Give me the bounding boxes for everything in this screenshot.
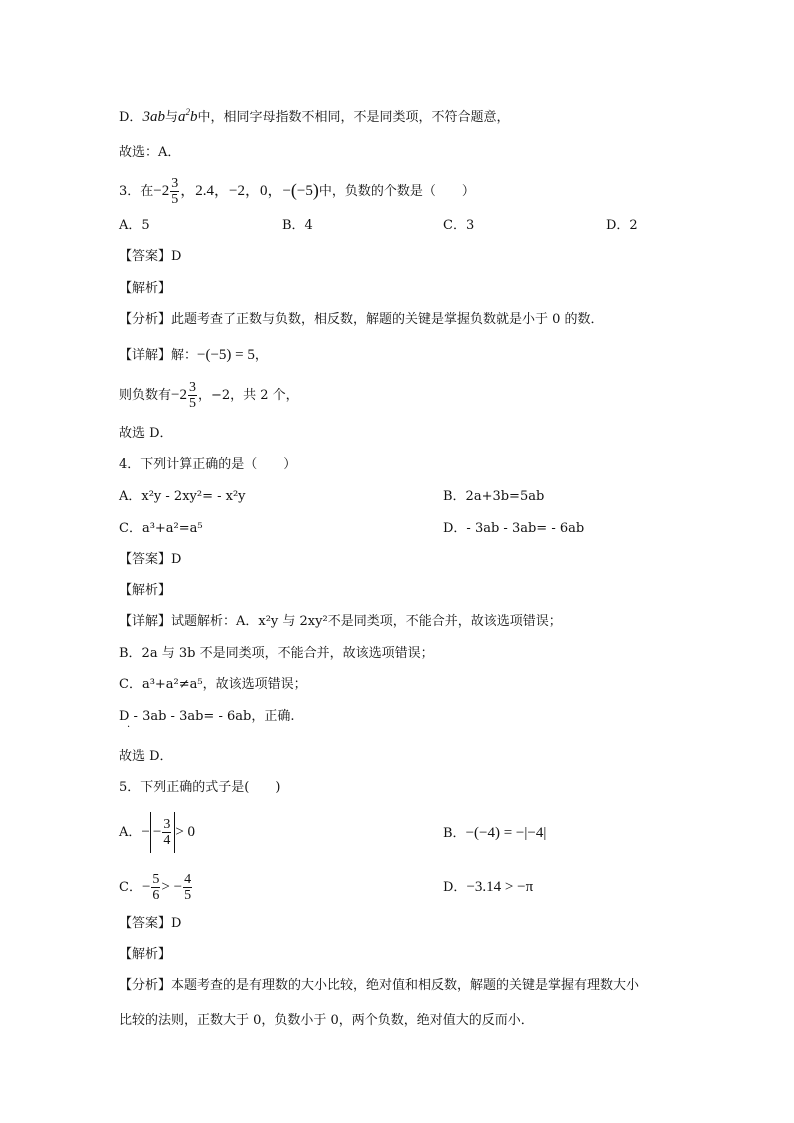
question-4: 4．下列计算正确的是（ ） — [119, 457, 297, 472]
q3-negatives: 则负数有−2 $\frac{3}{5}$ ，−2，共 2 个， — [119, 380, 299, 411]
q5-option-c: C．− $\frac{5}{6}$ > − $\frac{4}{5}$ — [119, 872, 192, 903]
q5-option-a: A．− − $\frac{3}{4}$ > 0 — [119, 812, 195, 853]
question-5: 5．下列正确的式子是( ) — [119, 780, 281, 795]
q4-option-b: B．2a+3b=5ab — [443, 489, 545, 504]
q4-detail-a: 【详解】试题解析：A．x²y 与 2xy²不是同类项，不能合并，故该选项错误； — [119, 614, 562, 629]
q5-option-d: D．−3.14 > −π — [443, 879, 534, 895]
q4-option-c: C．a³+a²=a⁵ — [119, 521, 203, 536]
q4-option-d: D．- 3ab - 3ab= - 6ab — [443, 521, 585, 536]
q5-option-b: B．−(−4) = −|−4| — [443, 825, 547, 841]
q3-option-a: A．5 — [119, 218, 150, 233]
q5-analysis-line1: 【分析】本题考查的是有理数的大小比较，绝对值和相反数，解题的关键是掌握有理数大小 — [119, 978, 640, 993]
q4-option-a: A．x²y - 2xy²= - x²y — [119, 489, 246, 504]
q5-analysis-line2: 比较的法则，正数大于 0，负数小于 0，两个负数，绝对值大的反而小． — [119, 1013, 534, 1028]
q3-option-d: D．2 — [606, 218, 638, 233]
q3-analysis: 【分析】此题考查了正数与负数，相反数，解题的关键是掌握负数就是小于 0 的数． — [119, 312, 604, 327]
fraction: $\frac{3}{5}$ — [171, 176, 179, 207]
answer-choice-a: 故选：A． — [119, 145, 181, 160]
answer-choice-d-2: 故选 D． — [119, 749, 173, 764]
q5-analysis-heading: 【解析】 — [119, 947, 172, 962]
fraction: $\frac{3}{5}$ — [188, 380, 196, 411]
q4-analysis-heading: 【解析】 — [119, 583, 172, 598]
fraction: $\frac{4}{5}$ — [184, 872, 192, 903]
q4-detail-d: D - 3ab - 3ab= - 6ab，正确. — [119, 709, 295, 724]
answer-choice-d: 故选 D． — [119, 426, 173, 441]
q3-analysis-heading: 【解析】 — [119, 281, 172, 296]
stray-dot: · — [127, 722, 131, 733]
q3-option-b: B．4 — [282, 218, 313, 233]
q5-answer: 【答案】D — [119, 916, 182, 931]
fraction: $\frac{5}{6}$ — [152, 872, 160, 903]
option-d-previous: D．3ab与$a^2b$中，相同字母指数不相同，不是同类项，不符合题意， — [119, 107, 510, 125]
question-3: 3．在−2 $\frac{3}{5}$ ，2.4，−2，0，−(−5)中，负数的个数是（ ） — [119, 176, 475, 207]
fraction: $\frac{3}{4}$ — [163, 817, 171, 848]
q4-detail-c: C．a³+a²≠a⁵，故该选项错误； — [119, 677, 307, 692]
q3-detail: 【详解】解：−(−5) = 5， — [119, 347, 268, 363]
q4-detail-b: B．2a 与 3b 不是同类项，不能合并，故该选项错误； — [119, 646, 434, 661]
absolute-value: − $\frac{3}{4}$ — [150, 812, 175, 853]
q3-answer: 【答案】D — [119, 249, 182, 264]
q3-option-c: C．3 — [443, 218, 475, 233]
q4-answer: 【答案】D — [119, 552, 182, 567]
